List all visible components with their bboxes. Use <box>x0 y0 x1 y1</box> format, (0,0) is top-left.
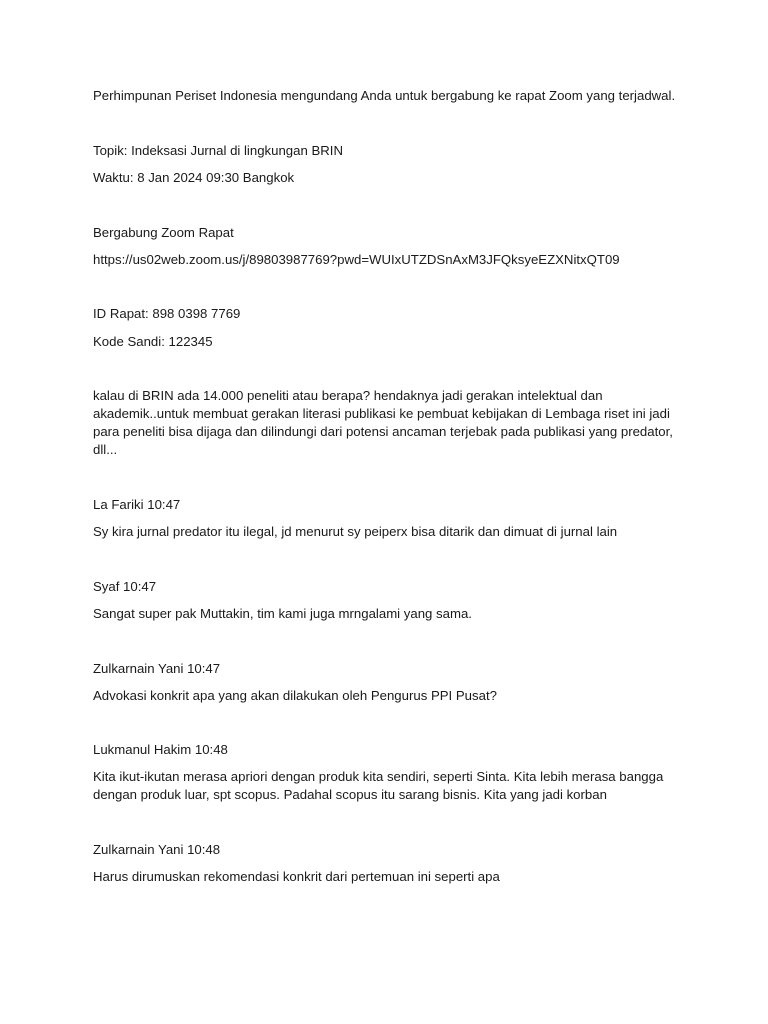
chat-header-2: Syaf 10:47 <box>93 579 157 594</box>
meeting-passcode: Kode Sandi: 122345 <box>93 334 213 349</box>
chat-header-3: Zulkarnain Yani 10:47 <box>93 661 221 676</box>
meeting-id: ID Rapat: 898 0398 7769 <box>93 306 241 321</box>
invitation-intro: Perhimpunan Periset Indonesia mengundang Anda untuk bergabung ke rapat Zoom yang terjadwal. <box>93 88 676 103</box>
meeting-topic: Topik: Indeksasi Jurnal di lingkungan BRIN <box>93 143 343 158</box>
chat-header-5: Zulkarnain Yani 10:48 <box>93 842 221 857</box>
chat-message-4-line-1: Kita ikut-ikutan merasa apriori dengan produk kita sendiri, seperti Sinta. Kita lebih merasa bangga <box>93 769 664 784</box>
chat-header-4: Lukmanul Hakim 10:48 <box>93 742 228 757</box>
chat-message-2: Sangat super pak Muttakin, tim kami juga mrngalami yang sama. <box>93 606 472 621</box>
comment-intro-line-4: dll... <box>93 442 118 457</box>
join-url: https://us02web.zoom.us/j/89803987769?pwd=WUIxUTZDSnAxM3JFQksyeEZXNitxQT09 <box>93 252 620 267</box>
chat-message-1: Sy kira jurnal predator itu ilegal, jd menurut sy peiperx bisa ditarik dan dimuat di jurnal lain <box>93 524 618 539</box>
chat-message-5: Harus dirumuskan rekomendasi konkrit dari pertemuan ini seperti apa <box>93 869 500 884</box>
chat-header-1: La Fariki 10:47 <box>93 497 181 512</box>
comment-intro-line-2: akademik..untuk membuat gerakan literasi publikasi ke pembuat kebijakan di Lembaga riset ini jadi <box>93 406 670 421</box>
comment-intro-line-1: kalau di BRIN ada 14.000 peneliti atau berapa? hendaknya jadi gerakan intelektual dan <box>93 388 603 403</box>
chat-message-3: Advokasi konkrit apa yang akan dilakukan oleh Pengurus PPI Pusat? <box>93 688 497 703</box>
join-label: Bergabung Zoom Rapat <box>93 225 234 240</box>
comment-intro-line-3: para peneliti bisa dijaga dan dilindungi dari potensi ancaman terjebak pada publikasi yang predator, <box>93 424 673 439</box>
meeting-time: Waktu: 8 Jan 2024 09:30 Bangkok <box>93 170 295 185</box>
chat-message-4-line-2: dengan produk luar, spt scopus. Padahal scopus itu sarang bisnis. Kita yang jadi korban <box>93 787 607 802</box>
